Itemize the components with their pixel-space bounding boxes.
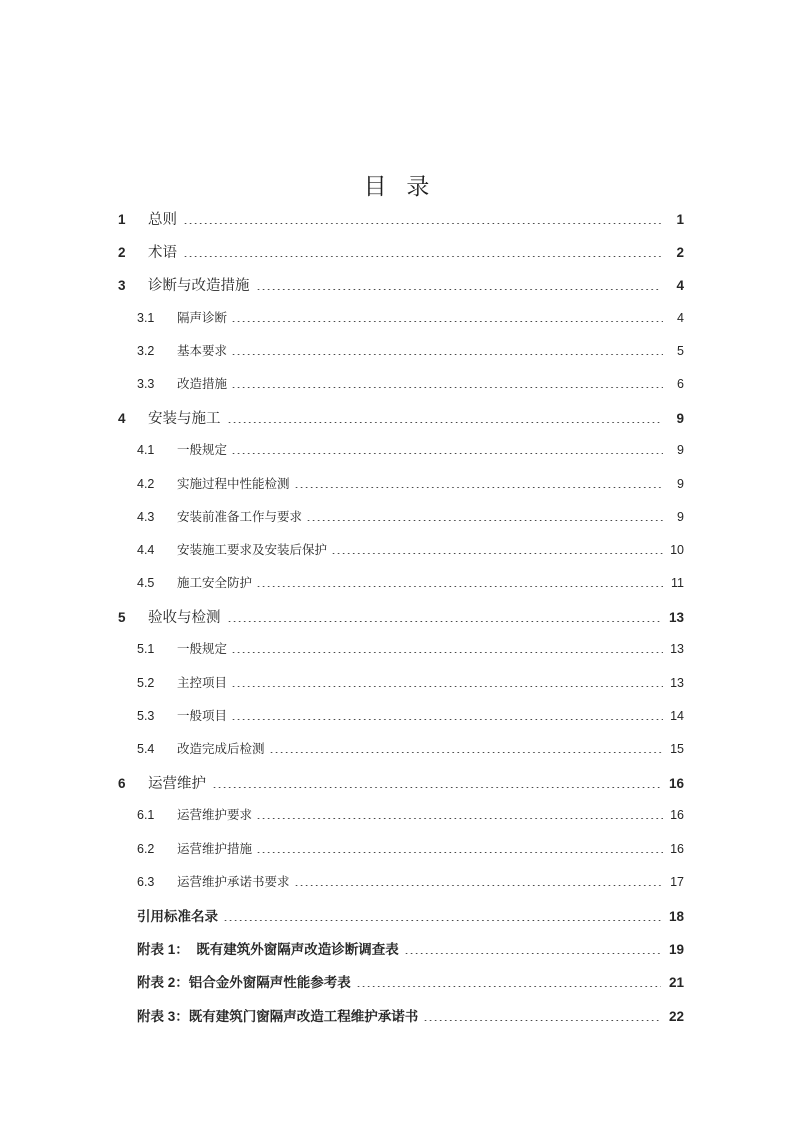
toc-dot-leader: [294, 487, 663, 488]
toc-entry[interactable]: [118, 573, 684, 606]
toc-entry-page-number: 9: [677, 476, 684, 491]
table-of-contents: [118, 208, 684, 1038]
toc-entry[interactable]: [118, 872, 684, 905]
toc-entry[interactable]: [118, 606, 684, 639]
toc-entry-page-number: 13: [668, 610, 684, 626]
toc-entry[interactable]: [118, 805, 684, 838]
toc-entry[interactable]: [118, 540, 684, 573]
toc-entry-label: 施工安全防护: [177, 576, 253, 591]
toc-entry-number: 6.3: [137, 874, 155, 889]
toc-entry-number: 4.2: [137, 476, 155, 491]
toc-dot-leader: [212, 787, 661, 788]
toc-entry-label: 诊断与改造措施: [148, 278, 250, 295]
toc-entry[interactable]: [118, 938, 684, 971]
toc-entry-label: 总则: [148, 212, 177, 228]
toc-entry-label: 运营维护要求: [177, 808, 253, 823]
toc-entry[interactable]: [118, 739, 684, 772]
toc-dot-leader: [404, 953, 661, 954]
toc-entry-page-number: 4: [676, 278, 684, 294]
toc-entry[interactable]: [118, 274, 684, 307]
toc-entry-label: 附表 2：铝合金外窗隔声性能参考表: [137, 975, 351, 991]
toc-entry-page-number: 22: [668, 1008, 684, 1024]
toc-dot-leader: [269, 752, 663, 753]
toc-entry-label: 主控项目: [177, 675, 228, 690]
toc-entry-number: 5.4: [137, 742, 155, 756]
toc-entry-number: 5.1: [137, 642, 155, 657]
toc-dot-leader: [256, 852, 663, 853]
toc-entry-page-number: 4: [677, 310, 684, 325]
toc-dot-leader: [231, 321, 663, 322]
toc-dot-leader: [231, 652, 663, 653]
toc-entry-number: 4.5: [137, 576, 155, 591]
toc-entry-number: 6.1: [137, 808, 155, 823]
toc-entry[interactable]: [118, 208, 684, 241]
toc-entry-page-number: 16: [668, 776, 684, 792]
toc-entry[interactable]: [118, 971, 684, 1004]
toc-entry-number: 5.2: [137, 675, 155, 690]
toc-entry-number: 1: [118, 212, 126, 227]
toc-dot-leader: [183, 223, 661, 224]
toc-entry-label: 实施过程中性能检测: [177, 476, 290, 491]
toc-dot-leader: [231, 387, 663, 388]
toc-entry[interactable]: [118, 772, 684, 805]
toc-entry-number: 3.1: [137, 310, 155, 325]
toc-entry-page-number: 9: [677, 509, 684, 524]
toc-entry[interactable]: [118, 839, 684, 872]
toc-entry-number: 3.2: [137, 343, 155, 358]
toc-dot-leader: [231, 719, 663, 720]
toc-entry-label: 安装前准备工作与要求: [177, 509, 303, 524]
toc-entry[interactable]: [118, 905, 684, 938]
toc-entry-number: 3: [118, 278, 126, 294]
toc-dot-leader: [306, 520, 663, 521]
toc-entry-page-number: 15: [670, 742, 684, 756]
toc-entry-page-number: 1: [676, 212, 684, 227]
toc-dot-leader: [256, 818, 663, 819]
toc-entry-label: 运营维护措施: [177, 841, 253, 856]
toc-entry[interactable]: [118, 341, 684, 374]
toc-entry-page-number: 14: [670, 708, 684, 723]
toc-entry-page-number: 16: [670, 808, 684, 823]
toc-entry[interactable]: [118, 1005, 684, 1038]
toc-entry-label: 改造措施: [177, 376, 228, 391]
toc-entry-label: 安装与施工: [148, 411, 221, 428]
toc-entry-page-number: 5: [677, 343, 684, 358]
toc-dot-leader: [227, 422, 662, 423]
toc-entry-number: 4.3: [137, 509, 155, 524]
toc-dot-leader: [231, 453, 663, 454]
toc-entry-page-number: 16: [670, 841, 684, 856]
toc-dot-leader: [331, 553, 663, 554]
toc-entry-label: 验收与检测: [148, 610, 221, 627]
toc-entry[interactable]: [118, 639, 684, 672]
toc-dot-leader: [256, 289, 662, 290]
toc-entry-label: 运营维护: [148, 776, 206, 793]
toc-entry-number: 4: [118, 411, 126, 427]
toc-entry-page-number: 13: [670, 642, 684, 657]
toc-entry-label: 一般规定: [177, 443, 228, 458]
toc-entry-page-number: 9: [677, 443, 684, 458]
toc-entry-number: 6: [118, 776, 126, 792]
toc-entry-page-number: 13: [670, 675, 684, 690]
toc-entry-page-number: 11: [671, 576, 684, 591]
toc-dot-leader: [183, 256, 661, 257]
toc-entry-label: 运营维护承诺书要求: [177, 874, 290, 889]
toc-entry-page-number: 9: [676, 411, 684, 427]
toc-entry-label: 一般规定: [177, 642, 228, 657]
toc-entry-page-number: 17: [670, 874, 684, 889]
toc-entry[interactable]: [118, 440, 684, 473]
toc-entry-number: 4.4: [137, 542, 155, 557]
toc-entry[interactable]: [118, 407, 684, 440]
toc-dot-leader: [227, 621, 662, 622]
toc-entry-number: 6.2: [137, 841, 155, 856]
page-title: 目 录: [363, 174, 437, 199]
toc-entry[interactable]: [118, 374, 684, 407]
toc-entry[interactable]: [118, 474, 684, 507]
toc-entry-label: 隔声诊断: [177, 310, 228, 325]
toc-entry-page-number: 18: [668, 908, 684, 924]
toc-entry[interactable]: [118, 241, 684, 274]
toc-entry-label: 基本要求: [177, 343, 228, 358]
toc-entry-page-number: 2: [676, 245, 684, 261]
toc-dot-leader: [231, 354, 663, 355]
toc-dot-leader: [423, 1020, 661, 1021]
toc-entry-label: 附表 3：既有建筑门窗隔声改造工程维护承诺书: [137, 1008, 419, 1024]
toc-entry-number: 4.1: [137, 443, 155, 458]
toc-entry-number: 5.3: [137, 708, 155, 723]
toc-dot-leader: [294, 885, 663, 886]
toc-entry-label: 一般项目: [177, 708, 228, 723]
toc-entry-page-number: 10: [670, 542, 684, 557]
toc-entry[interactable]: [118, 706, 684, 739]
toc-dot-leader: [356, 986, 661, 987]
toc-entry-number: 3.3: [137, 376, 155, 391]
toc-entry-page-number: 6: [677, 376, 684, 391]
toc-entry-label: 安装施工要求及安装后保护: [177, 542, 328, 557]
toc-entry-number: 2: [118, 245, 126, 261]
toc-entry-label: 术语: [148, 245, 177, 262]
toc-entry[interactable]: [118, 673, 684, 706]
toc-dot-leader: [223, 920, 661, 921]
toc-entry-page-number: 19: [668, 942, 684, 958]
toc-entry[interactable]: [118, 308, 684, 341]
toc-entry-label: 引用标准名录: [137, 908, 218, 924]
toc-dot-leader: [231, 686, 663, 687]
toc-entry-number: 5: [118, 610, 126, 626]
toc-entry[interactable]: [118, 507, 684, 540]
toc-entry-label: 改造完成后检测: [177, 742, 265, 756]
toc-entry-label: 附表 1： 既有建筑外窗隔声改造诊断调查表: [137, 942, 399, 958]
toc-dot-leader: [256, 586, 663, 587]
toc-entry-page-number: 21: [668, 975, 684, 991]
